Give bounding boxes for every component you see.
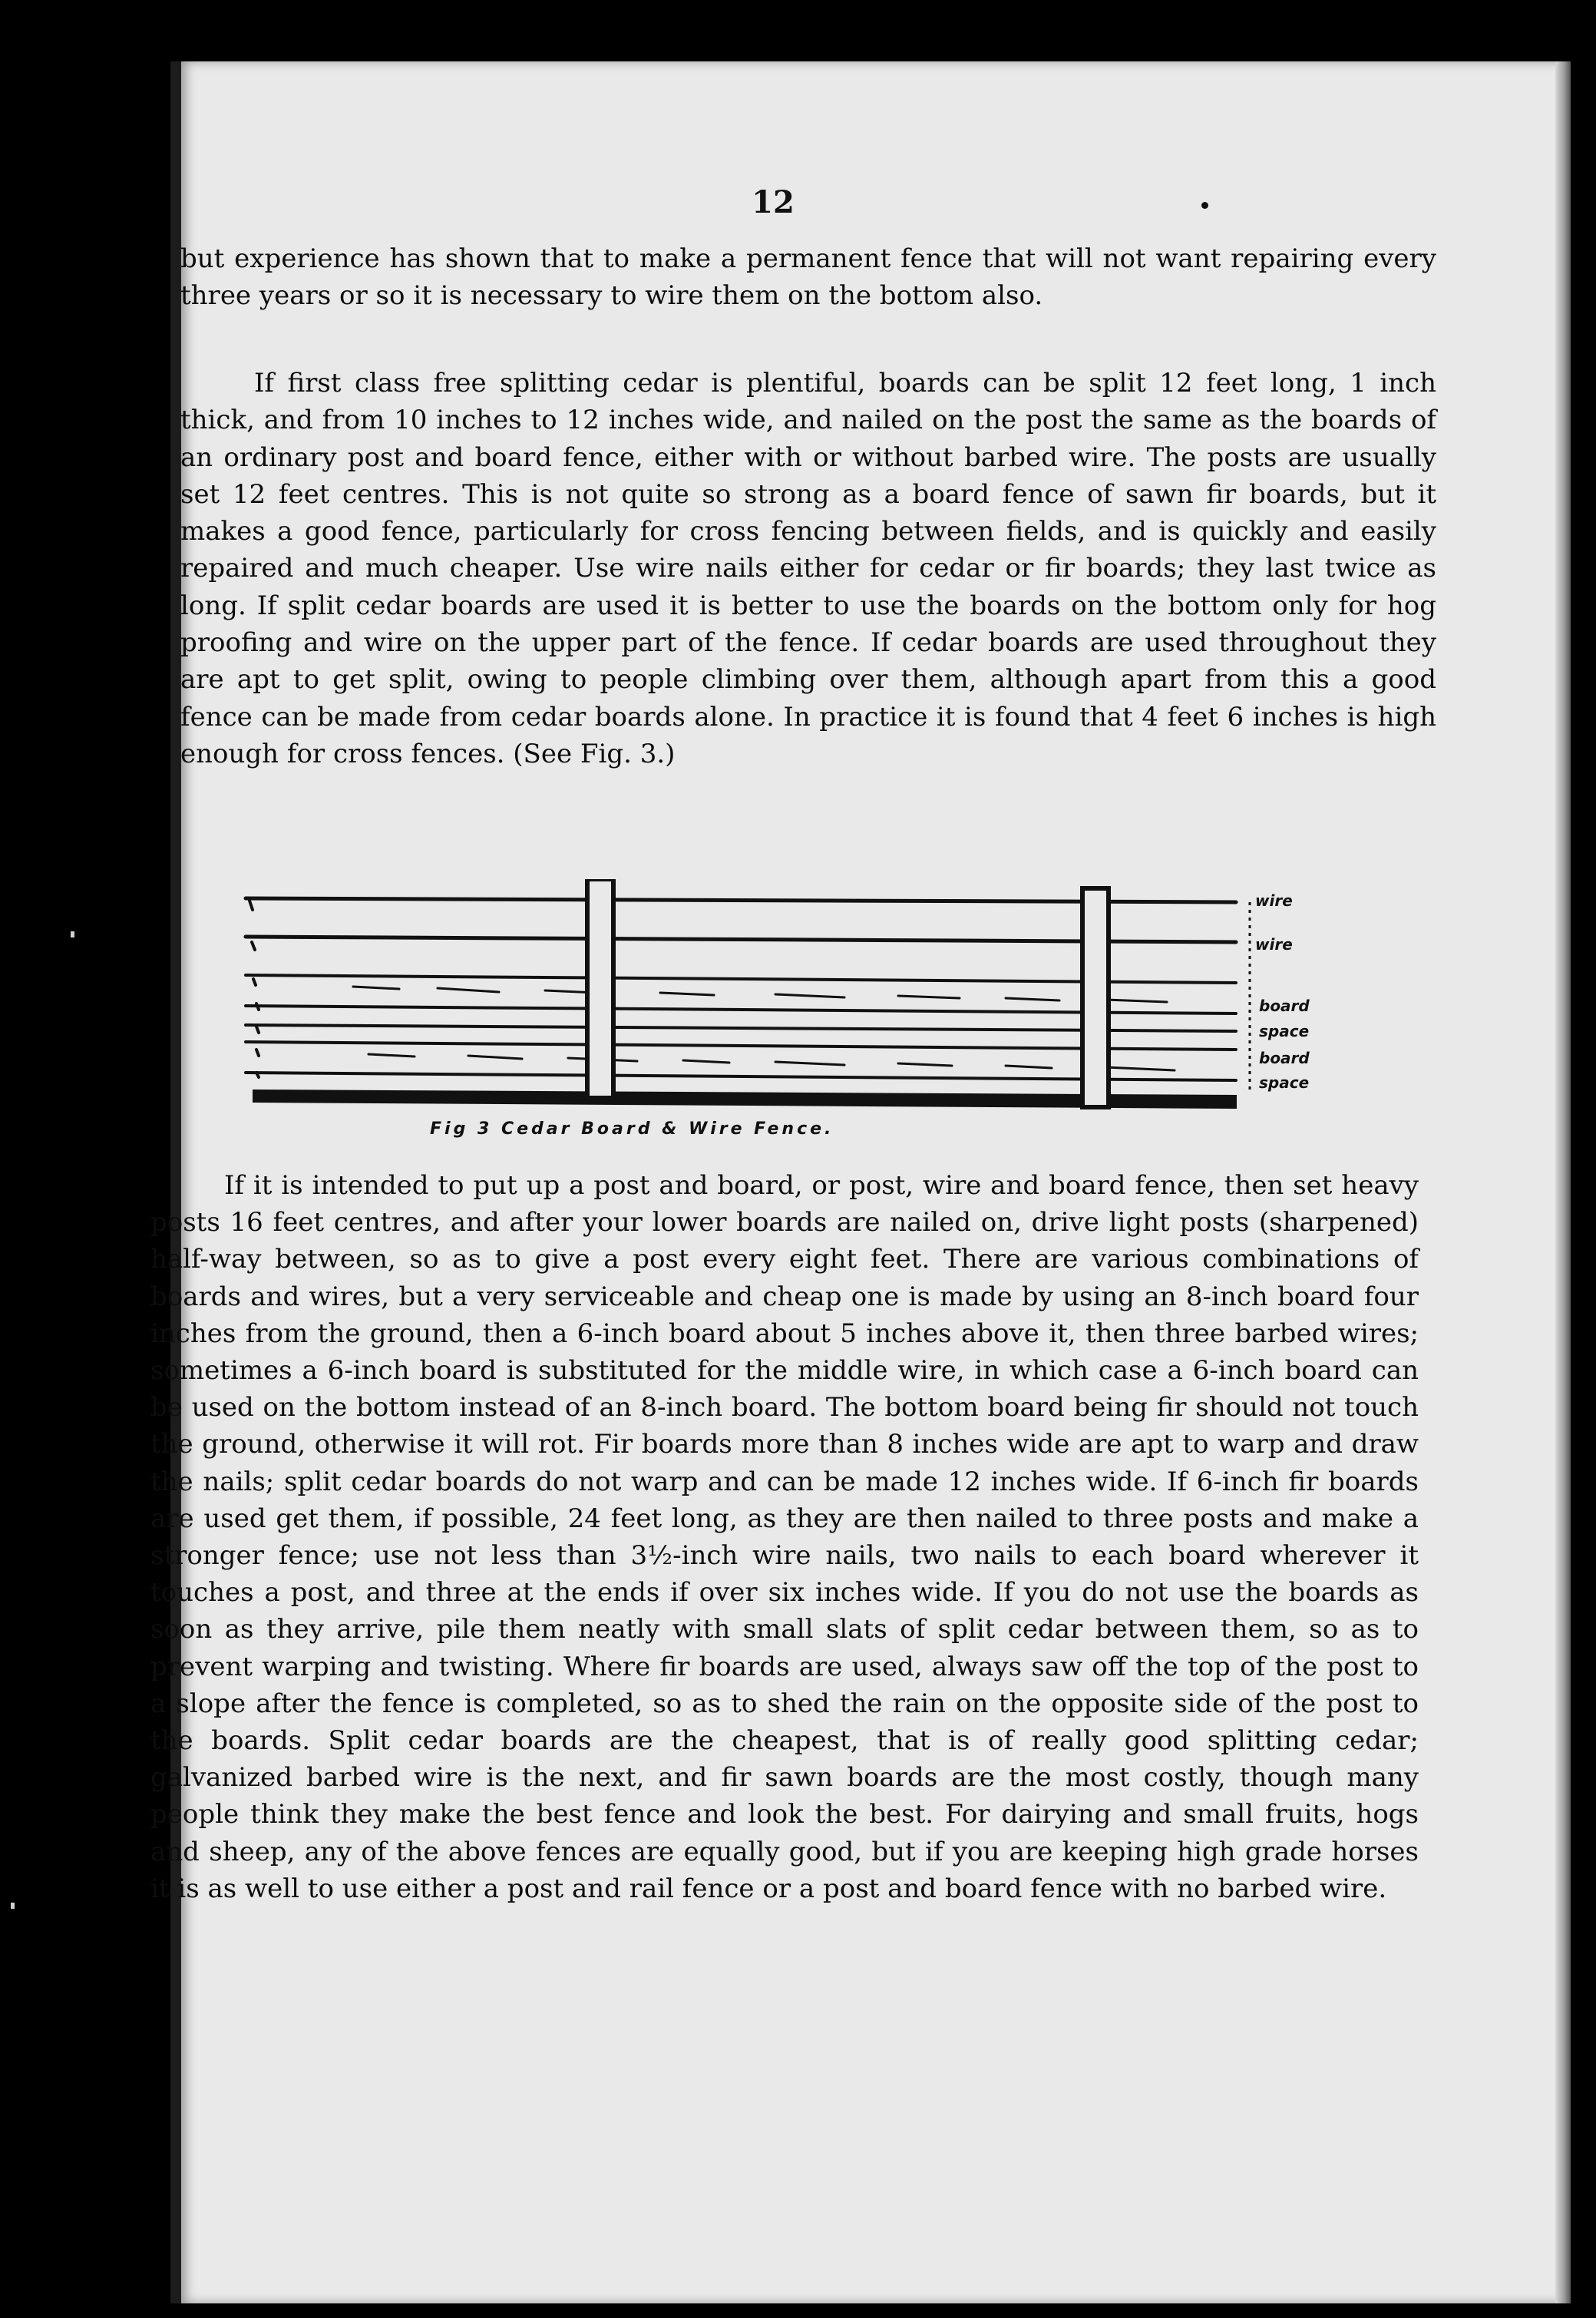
figure-caption: Fig 3 Cedar Board & Wire Fence. xyxy=(430,1119,834,1139)
label-board: board xyxy=(1259,1049,1310,1067)
ink-dot xyxy=(1201,202,1208,209)
label-board: board xyxy=(1259,997,1310,1015)
paragraph-block-3 xyxy=(150,1167,1419,1907)
scan-speck xyxy=(11,1903,15,1909)
fence-post-left xyxy=(587,879,613,1098)
fence-post-right xyxy=(1082,888,1109,1107)
figure-fence-illustration xyxy=(238,879,1366,1140)
scan-speck xyxy=(71,931,74,937)
page-number: 12 xyxy=(752,184,795,220)
paragraph-continued xyxy=(180,240,1436,315)
label-space: space xyxy=(1259,1073,1310,1092)
paragraph-1: but experience has shown that to make a permanent fence that will not want repairing every three years or so it is necessary to wire them on the bottom also. xyxy=(180,243,1436,312)
paragraph-block-2 xyxy=(180,365,1436,772)
paragraph-3: If it is intended to put up a post and board, or post, wire and board fence, then set heavy posts 16 feet centres, and after your lower boards are nailed on, drive light posts (sharpened) half-way between, so as to give a post every eight feet. There are various combinations of boards and wires, but a very serviceable and cheap one is made by using an 8-inch board four inches from the ground, then a 6-inch board about 5 inches above it, then three barbed wires; sometimes a 6-inch board is substituted for the middle wire, in which case a 6-inch board can be used on the bottom instead of an 8-inch board. The bottom board being fir should not touch the ground, otherwise it will rot. Fir boards more than 8 inches wide are apt to warp and draw the nails; split cedar boards do not warp and can be made 12 inches wide. If 6-inch fir boards are used get them, if possible, 24 feet long, as they are then nailed to three posts and make a stronger fence; use not less than 3½-inch wire nails, two nails to each board wherever it touches a post, and three at the ends if over six inches wide. If you do not use the boards as soon as they arrive, pile them neatly with small slats of split cedar between them, so as to prevent warping and twisting. Where fir boards are used, always saw off the top of the post to a slope after the fence is completed, so as to shed the rain on the opposite side of the post to the boards. Split cedar boards are the cheapest, that is of really good splitting cedar; galvanized barbed wire is the next, and fir sawn boards are the most costly, though many people think they make the best fence and look the best. For dairying and small fruits, hogs and sheep, any of the above fences are equally good, but if you are keeping high grade horses it is as well to use either a post and rail fence or a post and board fence with no barbed wire. xyxy=(150,1170,1419,1904)
fence-drawing xyxy=(238,879,1366,1140)
page-edge xyxy=(1555,61,1571,2303)
label-wire: wire xyxy=(1255,891,1293,910)
label-space: space xyxy=(1259,1022,1310,1040)
paragraph-2: If first class free splitting cedar is plentiful, boards can be split 12 feet long, 1 inch thick, and from 10 inches to 12 inches wide, and nailed on the post the same as the boards of an ordinary post and board fence, either with or without barbed wire. The posts are usually set 12 feet centres. This is not quite so strong as a board fence of sawn fir boards, but it makes a good fence, particularly for cross fencing between fields, and is quickly and easily repaired and much cheaper. Use wire nails either for cedar or fir boards; they last twice as long. If split cedar boards are used it is better to use the boards on the bottom only for hog proofing and wire on the upper part of the fence. If cedar boards are used throughout they are apt to get split, owing to people climbing over them, although apart from this a good fence can be made from cedar boards alone. In practice it is found that 4 feet 6 inches is high enough for cross fences. (See Fig. 3.) xyxy=(180,368,1436,769)
label-wire: wire xyxy=(1255,935,1293,954)
